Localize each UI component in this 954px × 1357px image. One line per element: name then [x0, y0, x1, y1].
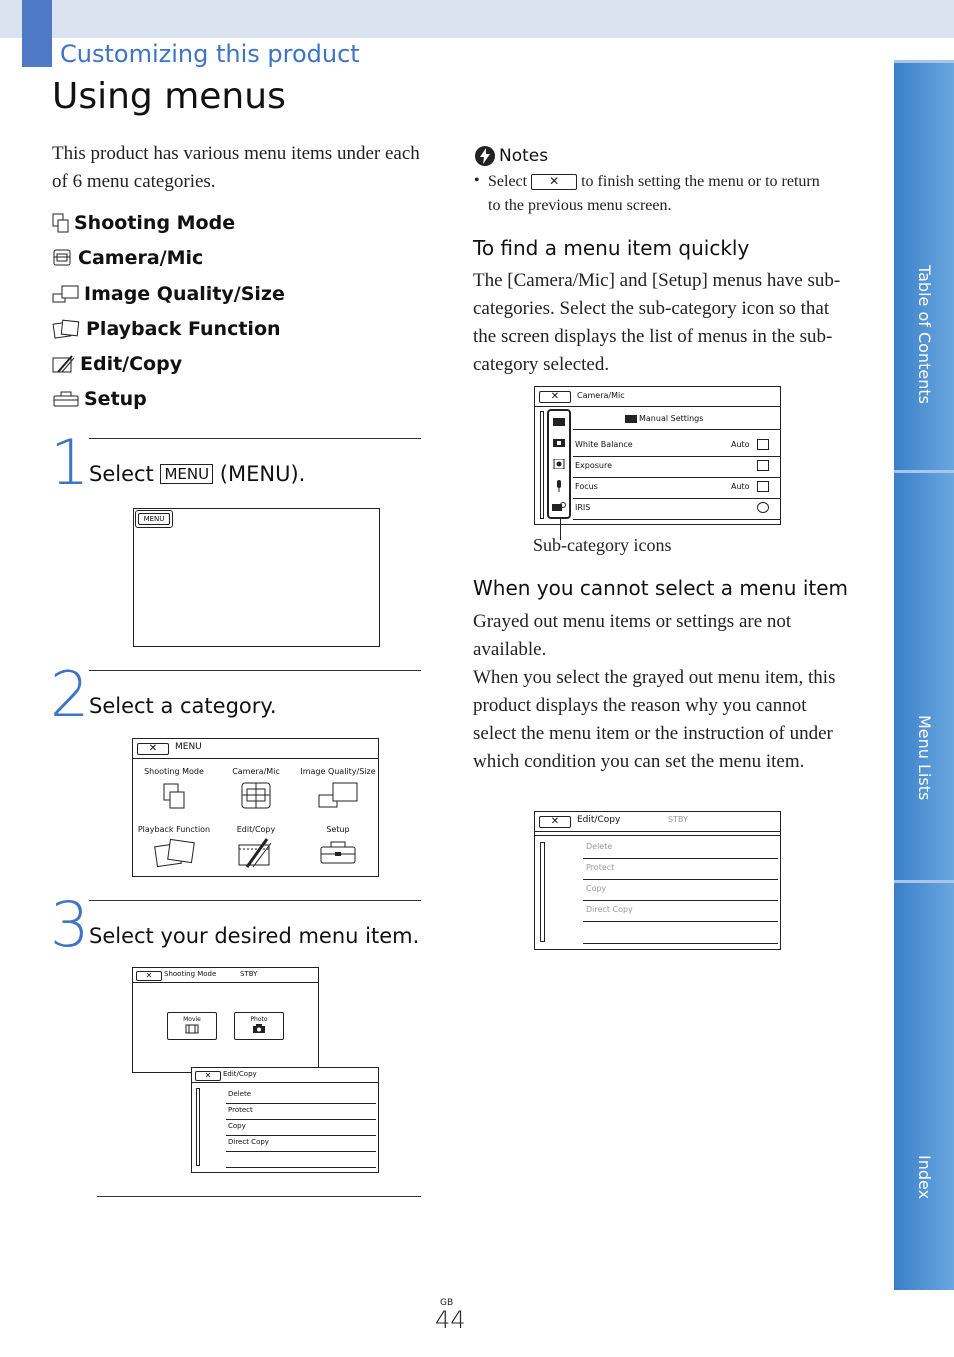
- category-cell-label[interactable]: Shooting Mode: [144, 767, 204, 776]
- divider: [583, 900, 778, 901]
- face-detect-icon[interactable]: [553, 459, 565, 469]
- photo-button[interactable]: [234, 1012, 284, 1040]
- screen-title: Shooting Mode: [164, 970, 217, 978]
- divider: [573, 429, 780, 430]
- category-cell-label[interactable]: Setup: [326, 825, 350, 834]
- notes-icon: [474, 145, 496, 167]
- shooting-mode-icon[interactable]: [161, 781, 189, 811]
- menu-row-value: Auto: [731, 440, 750, 449]
- page-title: Using menus: [52, 76, 286, 117]
- screen-edit-copy-small: [191, 1067, 379, 1173]
- category-label: Shooting Mode: [74, 212, 236, 234]
- screen-title: Edit/Copy: [223, 1070, 257, 1078]
- menu-row-label[interactable]: Focus: [575, 482, 598, 491]
- category-cell-label[interactable]: Image Quality/Size: [300, 767, 376, 776]
- step-1-text: [89, 462, 305, 486]
- camera-mic-icon[interactable]: [239, 781, 273, 811]
- close-button[interactable]: ✕: [539, 391, 571, 403]
- camera-icon: [252, 1024, 266, 1034]
- category-shooting-mode: [52, 212, 235, 234]
- face-icon[interactable]: [553, 439, 565, 447]
- divider: [226, 1103, 376, 1104]
- scrollbar[interactable]: [540, 411, 544, 519]
- status-label: STBY: [668, 815, 688, 824]
- playback-function-icon: [52, 318, 82, 340]
- menu-button-frame[interactable]: [135, 510, 173, 528]
- divider: [583, 858, 778, 859]
- cannot-text-1: Grayed out menu items or settings are not available.: [473, 611, 792, 660]
- setup-icon[interactable]: [319, 839, 359, 867]
- sub-category-caption: Sub-category icons: [533, 535, 672, 555]
- camera-mic-icon: [52, 248, 74, 268]
- category-setup: [52, 388, 147, 410]
- sub-category-bar: [547, 409, 571, 519]
- screen-title: Camera/Mic: [577, 391, 625, 400]
- intro-text: This product has various menu items under each of 6 menu categories.: [52, 143, 420, 192]
- screen-menu-button: [133, 508, 380, 647]
- step-divider: [89, 900, 421, 901]
- step-3-text: Select your desired menu item.: [89, 924, 420, 948]
- tab-menu-lists[interactable]: [894, 470, 954, 880]
- list-item[interactable]: Copy: [228, 1122, 246, 1130]
- menu-row-label[interactable]: Exposure: [575, 461, 613, 470]
- iris-auto-icon: [757, 502, 769, 513]
- divider: [535, 831, 780, 832]
- notes-heading: Notes: [499, 146, 549, 166]
- close-button[interactable]: ✕: [136, 971, 162, 981]
- movie-label: Movie: [183, 1016, 201, 1023]
- category-playback-function: [52, 318, 281, 340]
- note-post: to finish setting the menu or to return to the previous menu screen.: [488, 173, 820, 214]
- category-camera-mic: [52, 247, 203, 269]
- find-heading: To find a menu item quickly: [473, 236, 750, 260]
- tab-label: Menu Lists: [915, 714, 934, 801]
- divider: [573, 477, 780, 478]
- focus-auto-icon: [757, 481, 769, 492]
- divider: [573, 498, 780, 499]
- tab-index[interactable]: [894, 880, 954, 1290]
- category-cell-label[interactable]: Edit/Copy: [236, 825, 276, 834]
- cannot-text-2: When you select the grayed out menu item, this product displays the reason why you cannot select the menu item or the instruction of under which condition you can set the menu item.: [473, 667, 836, 772]
- divider: [583, 921, 778, 922]
- list-item-disabled: Direct Copy: [586, 905, 633, 914]
- list-item-disabled: Delete: [586, 842, 613, 851]
- tab-label: Index: [915, 1155, 934, 1200]
- auto-wb-icon: [757, 439, 769, 450]
- divider: [583, 943, 778, 944]
- screen-title: Edit/Copy: [577, 815, 621, 825]
- tab-table-of-contents[interactable]: [894, 60, 954, 470]
- section-end-rule: [97, 1196, 421, 1197]
- divider: [573, 519, 780, 520]
- camera-settings-icon[interactable]: [552, 502, 566, 512]
- close-key: ✕: [531, 174, 577, 190]
- menu-button[interactable]: MENU: [138, 513, 170, 525]
- photo-label: Photo: [250, 1016, 268, 1023]
- image-quality-icon: [52, 284, 80, 304]
- category-cell-label[interactable]: Camera/Mic: [232, 767, 280, 776]
- screen-shooting-mode: [132, 967, 319, 1073]
- exposure-auto-icon: [757, 460, 769, 471]
- divider: [226, 1119, 376, 1120]
- step-1-pre: Select: [89, 462, 154, 486]
- manual-settings-icon[interactable]: [553, 418, 565, 426]
- close-button[interactable]: ✕: [137, 743, 169, 755]
- list-item-disabled: Protect: [586, 863, 615, 872]
- category-label: Edit/Copy: [80, 353, 183, 375]
- section-title: Customizing this product: [60, 40, 360, 68]
- note-bullet: •: [474, 172, 480, 189]
- divider: [226, 1167, 376, 1168]
- divider: [133, 982, 318, 983]
- divider: [583, 879, 778, 880]
- category-label: Image Quality/Size: [84, 283, 285, 305]
- step-1-post: (MENU).: [219, 462, 306, 486]
- playback-function-icon[interactable]: [153, 837, 199, 869]
- divider: [535, 406, 780, 407]
- scrollbar[interactable]: [540, 842, 545, 942]
- header-band: [0, 0, 954, 38]
- category-label: Setup: [84, 388, 147, 410]
- screen-camera-mic: [534, 386, 781, 525]
- category-cell-label[interactable]: Playback Function: [137, 825, 211, 834]
- cannot-heading: When you cannot select a menu item: [473, 576, 849, 600]
- list-item[interactable]: Direct Copy: [228, 1138, 269, 1146]
- screen-title: MENU: [175, 742, 202, 752]
- screen-category-menu: [132, 738, 379, 877]
- step-divider: [89, 438, 421, 439]
- category-image-quality: [52, 283, 285, 305]
- list-item[interactable]: Delete: [228, 1090, 251, 1098]
- step-number: 2: [50, 658, 90, 731]
- status-label: STBY: [240, 970, 258, 978]
- page-number: 44: [435, 1306, 466, 1334]
- divider: [226, 1151, 376, 1152]
- divider: [192, 1082, 378, 1083]
- list-item[interactable]: Protect: [228, 1106, 253, 1114]
- list-item-disabled: Copy: [586, 884, 607, 893]
- shooting-mode-icon: [52, 213, 70, 233]
- menu-key: MENU: [160, 464, 213, 484]
- step-2-text: Select a category.: [89, 694, 277, 718]
- region-code: GB: [440, 1298, 454, 1308]
- setup-icon: [52, 389, 80, 409]
- divider: [226, 1135, 376, 1136]
- divider: [133, 758, 378, 759]
- manual-settings-icon: [625, 415, 637, 423]
- close-button[interactable]: ✕: [539, 816, 571, 828]
- screen-edit-copy-grayed: [534, 811, 781, 950]
- menu-row-label[interactable]: IRIS: [575, 503, 591, 512]
- edit-copy-icon[interactable]: [237, 837, 275, 869]
- step-number: 1: [50, 426, 90, 499]
- image-quality-icon[interactable]: [317, 781, 359, 811]
- close-button[interactable]: ✕: [195, 1071, 221, 1081]
- note-text: [488, 170, 828, 218]
- step-divider: [89, 670, 421, 671]
- category-edit-copy: [52, 353, 182, 375]
- header-accent: [22, 0, 52, 67]
- note-pre: Select: [488, 173, 528, 190]
- scrollbar[interactable]: [196, 1088, 200, 1166]
- film-icon: [185, 1024, 199, 1034]
- microphone-icon[interactable]: [554, 480, 564, 492]
- sub-category-title: Manual Settings: [639, 414, 704, 423]
- menu-row-label[interactable]: White Balance: [575, 440, 633, 449]
- step-number: 3: [50, 888, 90, 961]
- divider: [573, 456, 780, 457]
- movie-button[interactable]: [167, 1012, 217, 1040]
- category-label: Camera/Mic: [78, 247, 204, 269]
- divider: [535, 835, 780, 836]
- category-label: Playback Function: [86, 318, 281, 340]
- find-text: The [Camera/Mic] and [Setup] menus have sub-categories. Select the sub-category icon so that the screen displays the list of menus in the sub-category selected.: [473, 270, 841, 375]
- menu-row-value: Auto: [731, 482, 750, 491]
- tab-label: Table of Contents: [915, 264, 934, 404]
- edit-copy-icon: [52, 354, 76, 374]
